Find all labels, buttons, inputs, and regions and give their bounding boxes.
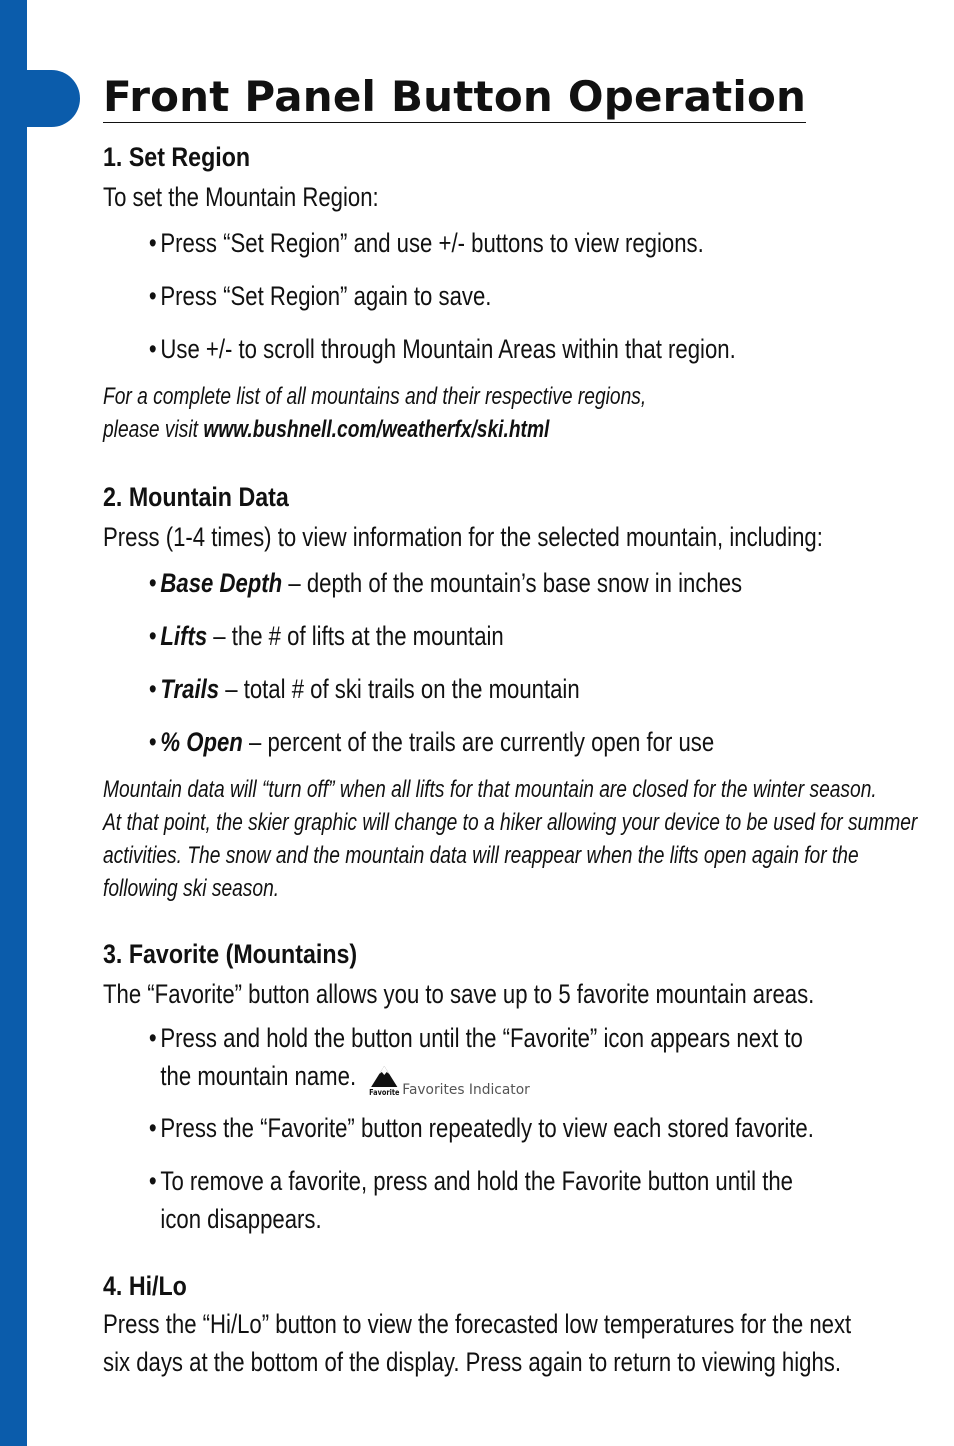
section-intro: Press (1-4 times) to view information for the selected mountain, including: <box>103 522 823 552</box>
bullet-item: • Lifts – the # of lifts at the mountain <box>148 621 504 651</box>
section-intro: The “Favorite” button allows you to save up to 5 favorite mountain areas. <box>103 979 815 1009</box>
bullet-item: • Press “Set Region” again to save. <box>148 281 492 311</box>
favorites-indicator-caption: Favorites Indicator <box>402 1081 530 1098</box>
bullet-item: • Use +/- to scroll through Mountain Areas within that region. <box>148 334 736 364</box>
mountain-data-note: At that point, the skier graphic will change to a hiker allowing your device to be used for summer <box>103 809 918 836</box>
mountain-data-note: activities. The snow and the mountain data will reappear when the lifts open again for the <box>103 842 859 869</box>
section-hi-lo <box>103 1269 923 1381</box>
section-heading: 3. Favorite (Mountains) <box>103 939 358 969</box>
bullet-item: • Base Depth – depth of the mountain’s base snow in inches <box>148 568 743 598</box>
region-note-link-line: please visit www.bushnell.com/weatherfx/ski.html <box>103 416 550 443</box>
section-intro: To set the Mountain Region: <box>103 182 379 212</box>
mountain-icon <box>368 1063 401 1097</box>
section-heading: 2. Mountain Data <box>103 482 289 512</box>
website-link[interactable]: www.bushnell.com/weatherfx/ski.html <box>203 416 550 443</box>
mountain-data-note: following ski season. <box>103 875 280 902</box>
bullet-item: • Trails – total # of ski trails on the mountain <box>148 674 580 704</box>
bullet-item: • Press and hold the button until the “Favorite” icon appears next to the mountain name. Favorite Favorites Indicator <box>103 1019 775 1095</box>
bullet-item: • Press the “Favorite” button repeatedly to view each stored favorite. <box>148 1113 814 1143</box>
bullet-item: • % Open – percent of the trails are currently open for use <box>148 727 715 757</box>
page-title: Front Panel Button Operation <box>103 72 807 121</box>
bullet-item: • Press “Set Region” and use +/- buttons to view regions. <box>148 228 704 258</box>
page-tab-marker <box>27 70 80 127</box>
section-mountain-data <box>103 480 923 905</box>
page-content <box>103 72 923 1381</box>
favorite-icon-label: Favorite <box>368 1087 400 1097</box>
side-accent-bar <box>0 0 27 1446</box>
section-heading: 4. Hi/Lo <box>103 1271 187 1301</box>
section-heading: 1. Set Region <box>103 142 251 172</box>
mountain-data-note: Mountain data will “turn off” when all lifts for that mountain are closed for the winter season. <box>103 776 877 803</box>
region-note: For a complete list of all mountains and their respective regions, <box>103 383 647 410</box>
section-set-region <box>103 140 923 446</box>
hi-lo-text-line: Press the “Hi/Lo” button to view the forecasted low temperatures for the next <box>103 1309 852 1339</box>
hi-lo-text-line: six days at the bottom of the display. Press again to return to viewing highs. <box>103 1347 841 1377</box>
bullet-item: • To remove a favorite, press and hold the Favorite button until the icon disappears. <box>148 1166 793 1234</box>
section-favorite <box>103 937 923 1238</box>
favorites-indicator <box>368 1063 530 1098</box>
